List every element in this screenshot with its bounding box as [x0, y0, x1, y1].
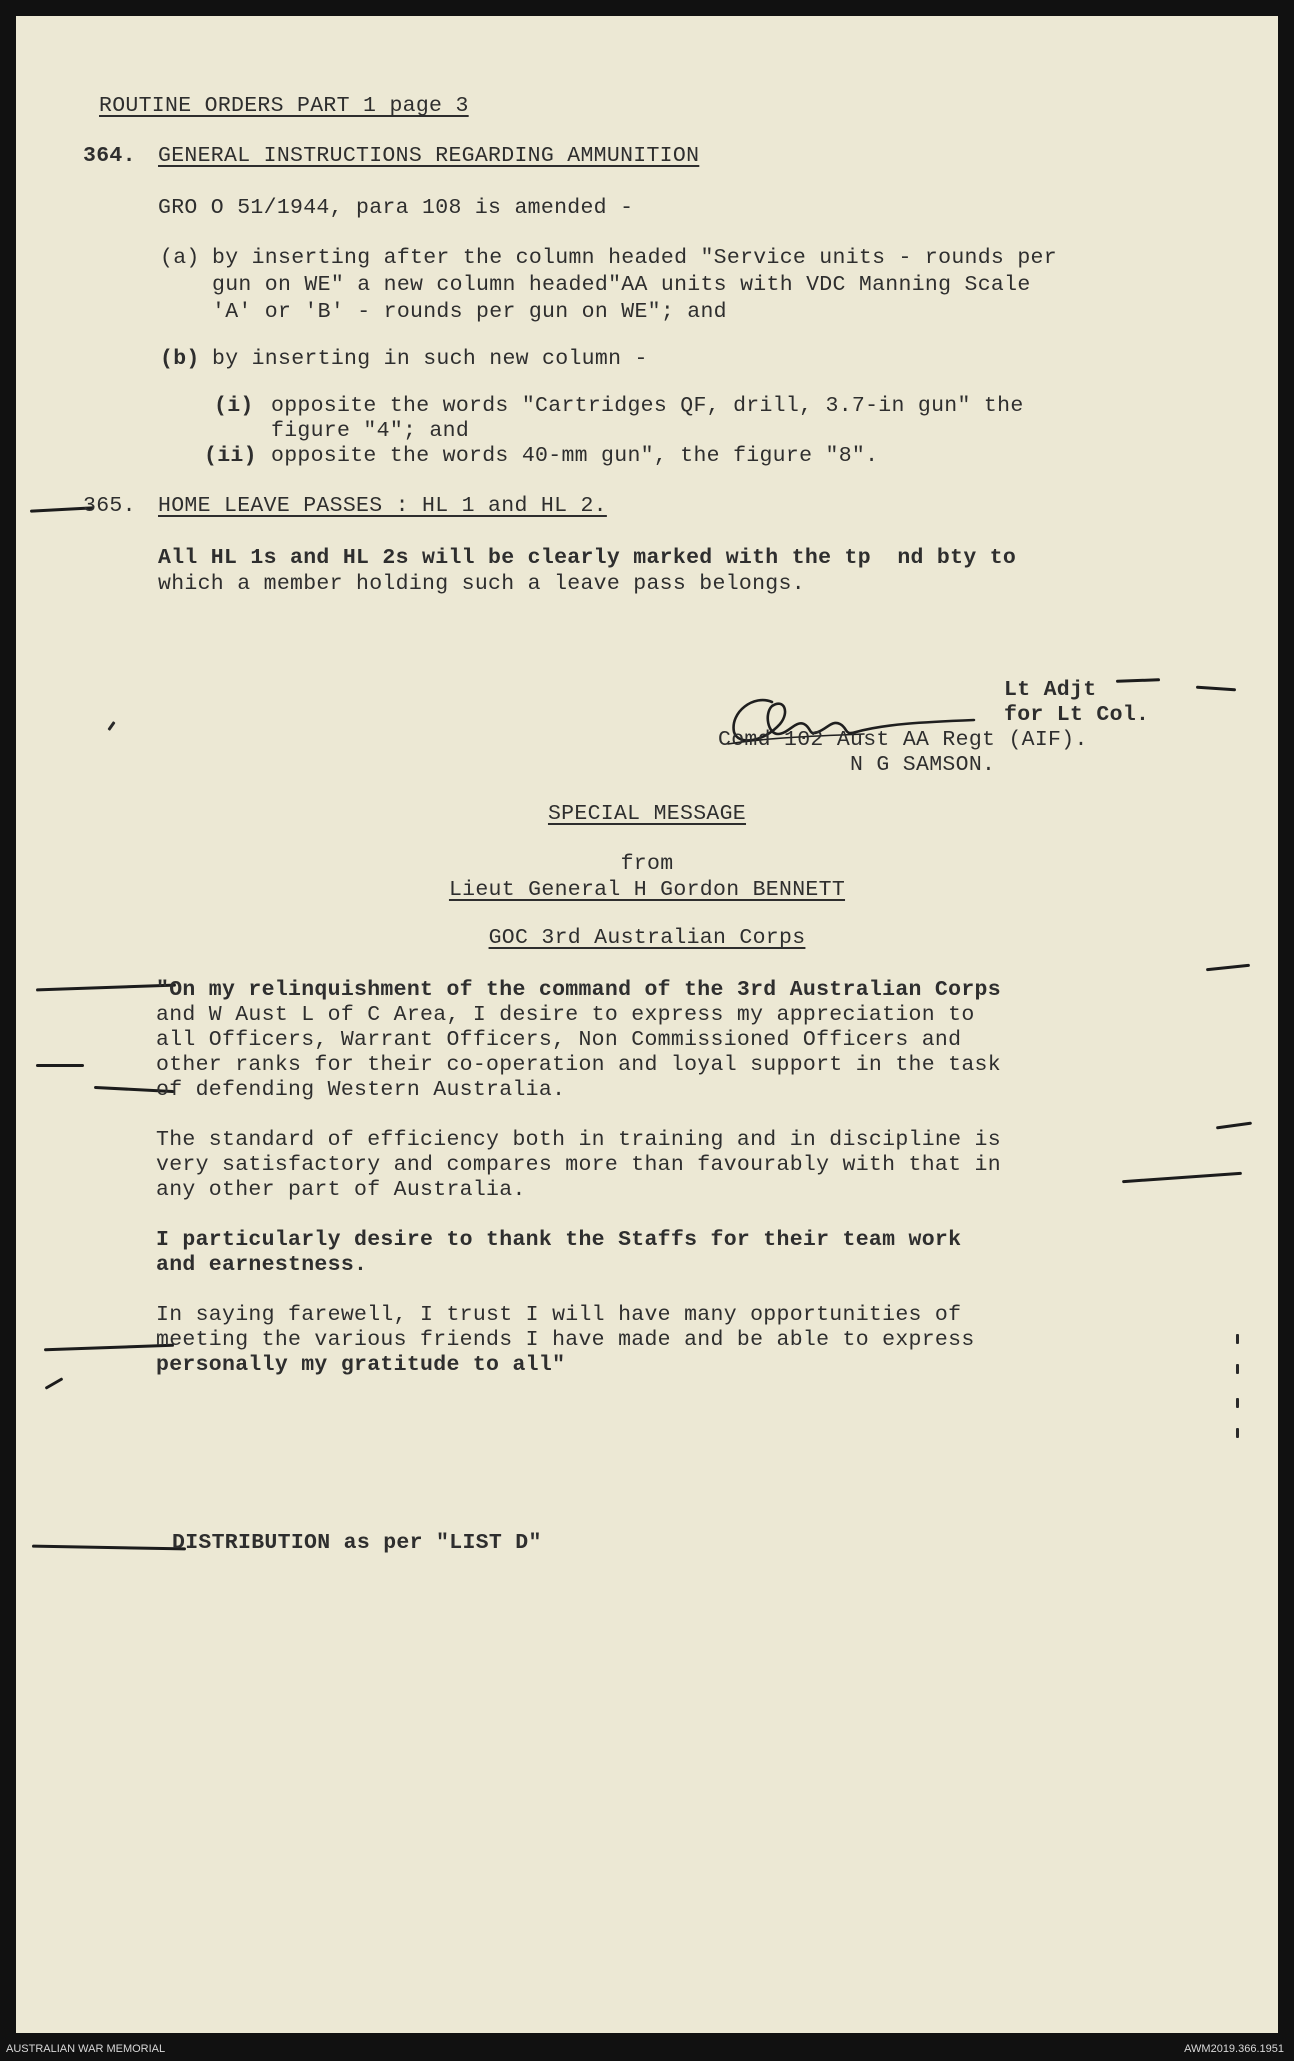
message-p2-line2: very satisfactory and compares more than favourably with that in [156, 1153, 1001, 1177]
margin-dash [45, 1377, 64, 1390]
signature-name: N G SAMSON. [850, 753, 996, 777]
message-p2-line3: any other part of Australia. [156, 1178, 526, 1202]
message-p3-line1: I particularly desire to thank the Staffs for their team work [156, 1228, 962, 1252]
item-364-intro: GRO O 51/1944, para 108 is amended - [158, 196, 634, 220]
message-p4-line2: meeting the various friends I have made and be able to express [156, 1328, 975, 1352]
item-364-ii-line1: opposite the words 40-mm gun", the figure "8". [271, 444, 879, 468]
message-p1-line3: all Officers, Warrant Officers, Non Commissioned Officers and [156, 1028, 962, 1052]
margin-dash [36, 984, 176, 992]
archive-footer [0, 2033, 1294, 2061]
document-page [16, 16, 1278, 2033]
signature-unit: Comd 102 Aust AA Regt (AIF). [718, 728, 1088, 752]
item-364-i-label: (i) [214, 394, 254, 418]
message-p1-line2: and W Aust L of C Area, I desire to express my appreciation to [156, 1003, 975, 1027]
message-p2-line1: The standard of efficiency both in training and in discipline is [156, 1128, 1001, 1152]
item-365-line2: which a member holding such a leave pass belongs. [158, 572, 805, 596]
footer-archive-name: AUSTRALIAN WAR MEMORIAL [6, 2043, 166, 2055]
message-p1-line4: other ranks for their co-operation and loyal support in the task [156, 1053, 1001, 1077]
page-header: ROUTINE ORDERS PART 1 page 3 [99, 94, 469, 118]
item-365-line1: All HL 1s and HL 2s will be clearly marked with the tp nd bty to [158, 546, 1017, 570]
margin-tick [1236, 1334, 1239, 1344]
margin-tick [1236, 1364, 1239, 1374]
margin-dash [1196, 686, 1236, 692]
margin-dash [1122, 1172, 1242, 1183]
item-364-a-line1: by inserting after the column headed "Service units - rounds per [212, 246, 1057, 270]
signature-for: for Lt Col. [1004, 703, 1150, 727]
footer-accession-number: AWM2019.366.1951 [1184, 2043, 1284, 2055]
item-365-number: 365. [83, 494, 136, 518]
special-message-role: GOC 3rd Australian Corps [488, 926, 806, 950]
margin-dash [1216, 1122, 1252, 1130]
margin-dash [1116, 678, 1160, 683]
message-p3-line2: and earnestness. [156, 1253, 368, 1277]
item-364-i-line1: opposite the words "Cartridges QF, drill, 3.7-in gun" the [271, 394, 1024, 418]
margin-dash [1206, 964, 1250, 972]
margin-tick [1236, 1398, 1239, 1408]
item-364-heading: GENERAL INSTRUCTIONS REGARDING AMMUNITION [158, 144, 700, 168]
message-p4-line1: In saying farewell, I trust I will have many opportunities of [156, 1303, 962, 1327]
signature-title: Lt Adjt [1004, 678, 1097, 702]
margin-dash [44, 1344, 174, 1352]
item-364-a-line2: gun on WE" a new column headed"AA units with VDC Manning Scale [212, 273, 1031, 297]
item-364-b-label: (b) [160, 347, 200, 371]
message-p4-line3: personally my gratitude to all" [156, 1353, 566, 1377]
item-364-b-line1: by inserting in such new column - [212, 347, 648, 371]
special-message-title: SPECIAL MESSAGE [547, 802, 747, 826]
item-364-i-line2: figure "4"; and [271, 419, 470, 443]
item-364-a-label: (a) [160, 246, 200, 270]
special-message-from: from [620, 852, 674, 876]
item-365-heading: HOME LEAVE PASSES : HL 1 and HL 2. [158, 494, 607, 518]
item-364-ii-label: (ii) [204, 444, 257, 468]
margin-dash [32, 1545, 186, 1551]
special-message-sender: Lieut General H Gordon BENNETT [448, 878, 846, 902]
message-p1-line5: of defending Western Australia. [156, 1078, 566, 1102]
item-364-a-line3: 'A' or 'B' - rounds per gun on WE"; and [212, 300, 727, 324]
margin-dash [36, 1064, 84, 1067]
margin-tick [1236, 1428, 1239, 1438]
distribution-line: DISTRIBUTION as per "LIST D" [172, 1531, 542, 1555]
item-364-number: 364. [83, 144, 136, 168]
message-p1-line1: "On my relinquishment of the command of the 3rd Australian Corps [156, 978, 1001, 1002]
margin-tick [107, 721, 115, 731]
